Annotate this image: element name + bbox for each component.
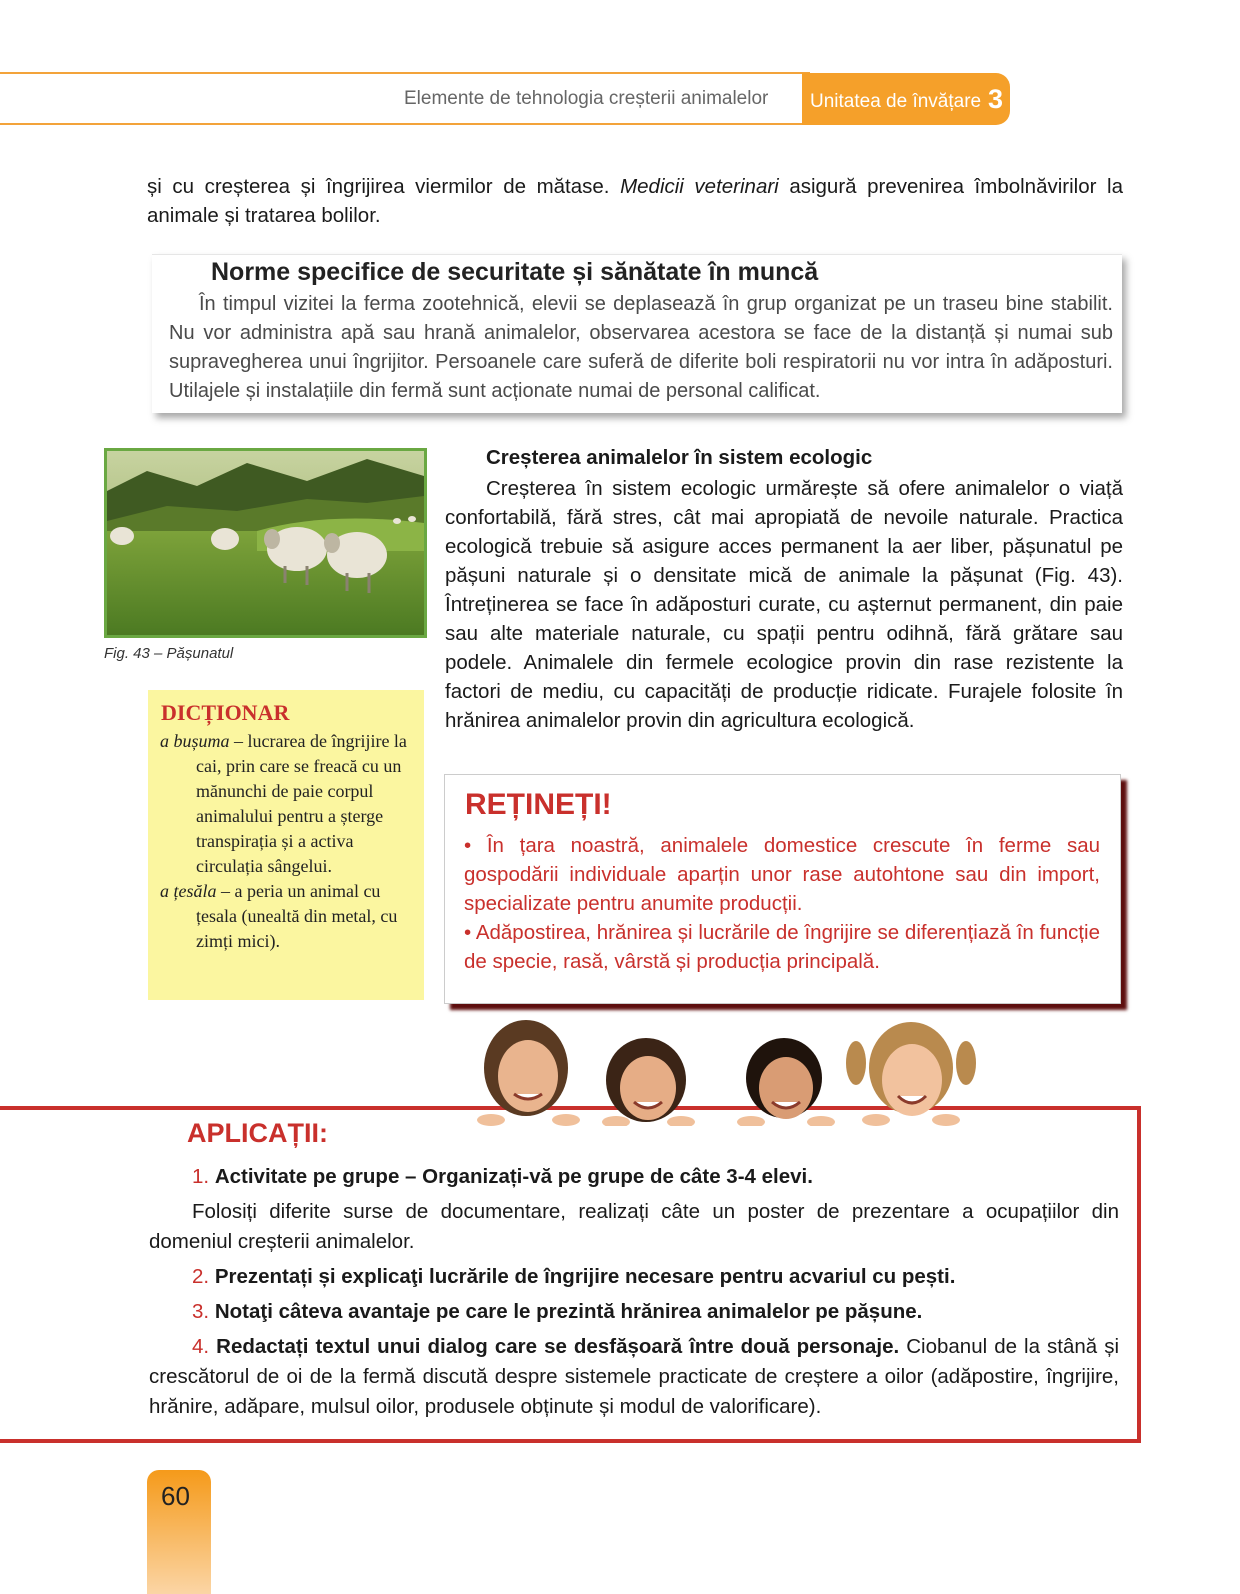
item-number: 3. xyxy=(192,1300,210,1323)
applications-title: APLICAȚII: xyxy=(187,1118,328,1148)
remember-bullet: • Adăpostirea, hrănirea și lucrările de îngrijire se diferențiază în funcție de specie, rasă, vârstă și producția principală. xyxy=(464,921,1100,973)
dictionary-entry xyxy=(160,879,418,954)
item-number: 2. xyxy=(192,1265,210,1288)
intro-paragraph xyxy=(147,172,1123,230)
figure-caption: Fig. 43 – Pășunatul xyxy=(104,645,234,662)
item-instruction: Activitate pe grupe – Organizați-vă pe grupe de câte 3-4 elevi. xyxy=(214,1165,813,1188)
unit-label: Unitatea de învățare xyxy=(810,91,982,112)
safety-norms-title: Norme specifice de securitate și sănătate în muncă xyxy=(211,258,819,286)
application-item xyxy=(149,1197,1119,1257)
item-number: 1. xyxy=(192,1165,210,1188)
children-illustration xyxy=(466,1018,996,1126)
header-rule-bottom xyxy=(0,123,810,125)
application-item xyxy=(149,1297,1119,1327)
item-text: Folosiți diferite surse de documentare, realizați câte un poster de prezentare a ocupațiilor din domeniul creșterii animalelor. xyxy=(149,1200,1119,1253)
pasture-illustration xyxy=(107,451,424,635)
page-number: 60 xyxy=(161,1481,190,1511)
dictionary-term: a țesăla xyxy=(160,881,217,901)
item-number: 4. xyxy=(192,1335,210,1358)
item-instruction: Notaţi câteva avantaje pe care le prezintă hrănirea animalelor pe pășune. xyxy=(214,1300,923,1323)
application-item xyxy=(149,1332,1119,1422)
item-text: Ciobanul de la stână și crescătorul de oi de la fermă discută despre sistemele practicate de creștere a oilor (adăpostire, îngrijire, hrănire, adăpare, mulsul oilor, produsele obținute și modul de valorificare). xyxy=(149,1335,1119,1418)
dictionary-definition: – a peria un animal cu țesala (unealtă din metal, cu zimți mici). xyxy=(196,881,398,951)
dictionary-term: a bușuma xyxy=(160,731,230,751)
intro-emphasis: Medicii veterinari xyxy=(620,175,779,198)
children-peeking-image xyxy=(466,1018,996,1126)
pasture-sheep-photo xyxy=(104,448,427,638)
applications-list xyxy=(149,1162,1119,1427)
intro-text-2: asigură prevenirea îmbolnăvirilor la animale și tratarea bolilor. xyxy=(147,175,1123,227)
eco-section-title: Creșterea animalelor în sistem ecologic xyxy=(486,446,873,469)
remember-bullet: • În țara noastră, animalele domestice crescute în ferme sau gospodării individuale aparțin unor rase autohtone sau din import, specializate pentru anumite producții. xyxy=(464,834,1100,915)
item-instruction: Redactați textul unui dialog care se desfășoară între două personaje. xyxy=(216,1335,900,1358)
book-title: Elemente de tehnologia creșterii animalelor xyxy=(404,88,769,109)
safety-norms-text: În timpul vizitei la ferma zootehnică, elevii se deplasează în grup organizat pe un traseu bine stabilit. Nu vor administra apă sau hrană animalelor, observarea acestora se face de la distanță și numai sub supravegherea unui îngrijitor. Persoanele care suferă de diferite boli respiratorii nu vor intra în adăposturi. Utilajele și instalațiile din fermă sunt acționate numai de personal calificat. xyxy=(169,293,1113,402)
remember-text xyxy=(464,831,1100,976)
dictionary-entries xyxy=(160,729,418,954)
dictionary-title: DICȚIONAR xyxy=(161,700,290,725)
application-item xyxy=(149,1162,1119,1192)
unit-number: 3 xyxy=(988,84,1004,114)
eco-section-text: Creșterea în sistem ecologic urmărește să ofere animalelor o viață confortabilă, fără stres, cât mai apropiată de nevoile naturale. Practica ecologică trebuie să asigure acces permanent la aer liber, pășunatul pe pășuni naturale și o densitate mică de animale la pășunat (Fig. 43). Întreținerea se face în adăposturi curate, cu așternut permanent, din paie sau alte materiale naturale, cu spații pentru odihnă, fără grătare sau podele. Animalele din fermele ecologice provin din rase rezistente la factori de mediu, cu capacități de producție ridicate. Furajele folosite în hrănirea animalelor provin din agricultura ecologică. xyxy=(445,477,1123,732)
dictionary-entry xyxy=(160,729,418,879)
intro-text-1: și cu creșterea și îngrijirea viermilor de mătase. xyxy=(147,175,621,198)
header-rule-top xyxy=(0,72,810,74)
application-item xyxy=(149,1262,1119,1292)
remember-title: REȚINEȚI! xyxy=(465,788,612,821)
item-instruction: Prezentați și explicaţi lucrările de îngrijire necesare pentru acvariul cu pești. xyxy=(214,1265,956,1288)
dictionary-definition: – lucrarea de îngrijire la cai, prin care se freacă cu un mănunchi de paie corpul animalului pentru a șterge transpirația și a activa circulația sângelui. xyxy=(196,731,407,876)
